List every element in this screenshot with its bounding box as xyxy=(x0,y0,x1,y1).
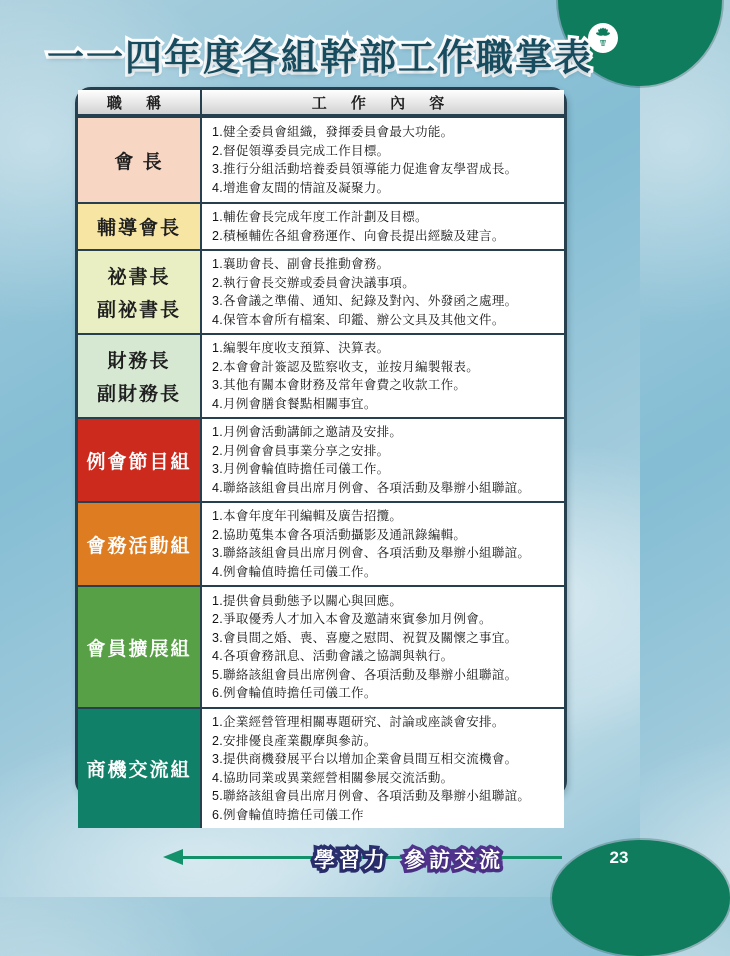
row-label xyxy=(78,118,202,202)
row-duties xyxy=(202,709,564,828)
page-title: 一一四年度各組幹部工作職掌表 xyxy=(0,27,640,81)
text-line: 會 長 xyxy=(114,147,163,174)
row-label xyxy=(78,251,202,333)
text-line: 3.提供商機發展平台以增加企業會員間互相交流機會。 xyxy=(212,750,556,769)
table-row-affairs-activity-group xyxy=(78,501,564,585)
row-duties xyxy=(202,587,564,707)
text-line: 4.各項會務訊息、活動會議之協調與執行。 xyxy=(212,647,556,666)
text-line: 2.月例會會員事業分享之安排。 xyxy=(212,442,556,461)
table-header-row xyxy=(78,90,564,116)
row-duties xyxy=(202,503,564,585)
text-line: 1.企業經營管理相關專題研究、討論或座談會安排。 xyxy=(212,713,556,732)
text-line: 4.協助同業或異業經營相關參展交流活動。 xyxy=(212,769,556,788)
text-line: 副祕書長 xyxy=(97,295,181,322)
text-line: 1.健全委員會組織，發揮委員會最大功能。 xyxy=(212,123,556,142)
text-line: 1.月例會活動講師之邀請及安排。 xyxy=(212,423,556,442)
text-line: 1.編製年度收支預算、決算表。 xyxy=(212,339,556,358)
table-row-meeting-program-group xyxy=(78,417,564,501)
text-line: 3.各會議之準備、通知、紀錄及對內、外發函之處理。 xyxy=(212,292,556,311)
left-arrow-icon xyxy=(163,849,183,865)
text-line: 4.月例會膳食餐點相關事宜。 xyxy=(212,395,556,414)
text-line: 會務活動組 xyxy=(86,531,191,558)
text-line: 3.其他有關本會財務及常年會費之收款工作。 xyxy=(212,376,556,395)
text-line: 2.協助蒐集本會各項活動攝影及通訊錄編輯。 xyxy=(212,526,556,545)
row-duties xyxy=(202,251,564,333)
header-duties: 工 作 內 容 xyxy=(202,90,564,114)
row-label xyxy=(78,335,202,417)
text-line: 4.聯絡該組會員出席月例會、各項活動及舉辦小組聯誼。 xyxy=(212,479,556,498)
text-line: 3.推行分組活動培養委員領導能力促進會友學習成長。 xyxy=(212,160,556,179)
table-row-treasurer xyxy=(78,333,564,417)
text-line: 1.提供會員動態予以關心與回應。 xyxy=(212,592,556,611)
row-label xyxy=(78,503,202,585)
row-label xyxy=(78,419,202,501)
row-label xyxy=(78,709,202,828)
table-row-business-exchange-group xyxy=(78,707,564,828)
table-row-advisory-president xyxy=(78,202,564,249)
text-line: 4.保管本會所有檔案、印鑑、辦公文具及其他文件。 xyxy=(212,311,556,330)
text-line: 財務長 xyxy=(107,346,170,373)
page-number: 23 xyxy=(604,848,634,868)
text-line: 5.聯絡該組會員出席例會、各項活動及舉辦小組聯誼。 xyxy=(212,666,556,685)
text-line: 6.例會輪值時擔任司儀工作 xyxy=(212,806,556,825)
text-line: 5.聯絡該組會員出席月例會、各項活動及舉辦小組聯誼。 xyxy=(212,787,556,806)
text-line: 2.本會會計簽認及監察收支，並按月編製報表。 xyxy=(212,358,556,377)
text-line: 會員擴展組 xyxy=(86,634,191,661)
text-line: 3.月例會輪值時擔任司儀工作。 xyxy=(212,460,556,479)
text-line: 3.會員間之婚、喪、喜慶之慰問、祝賀及關懷之事宜。 xyxy=(212,629,556,648)
text-line: 4.例會輪值時擔任司儀工作。 xyxy=(212,563,556,582)
text-line: 2.執行會長交辦或委員會決議事項。 xyxy=(212,274,556,293)
duty-table xyxy=(75,87,567,797)
text-line: 商機交流組 xyxy=(86,755,191,782)
text-line: 2.積極輔佐各組會務運作、向會長提出經驗及建言。 xyxy=(212,227,556,246)
table-row-member-expansion-group xyxy=(78,585,564,707)
text-line: 6.例會輪值時擔任司儀工作。 xyxy=(212,684,556,703)
text-line: 2.督促領導委員完成工作目標。 xyxy=(212,142,556,161)
text-line: 4.增進會友間的情誼及凝聚力。 xyxy=(212,179,556,198)
header-position: 職 稱 xyxy=(78,90,202,114)
row-label xyxy=(78,587,202,707)
text-line: 2.安排優良產業觀摩與參訪。 xyxy=(212,732,556,751)
text-line: 輔導會長 xyxy=(97,213,181,240)
text-line: 3.聯絡該組會員出席月例會、各項活動及舉辦小組聯誼。 xyxy=(212,544,556,563)
text-line: 副財務長 xyxy=(97,379,181,406)
text-line: 2.爭取優秀人才加入本會及邀請來賓參加月例會。 xyxy=(212,610,556,629)
row-duties xyxy=(202,118,564,202)
text-line: 1.襄助會長、副會長推動會務。 xyxy=(212,255,556,274)
footer-tag-learning: 學習力 xyxy=(314,844,389,874)
row-duties xyxy=(202,335,564,417)
footer-tag-visit-exchange: 參訪交流 xyxy=(404,844,504,874)
row-duties xyxy=(202,419,564,501)
table-row-president xyxy=(78,116,564,202)
row-label xyxy=(78,204,202,249)
text-line: 1.輔佐會長完成年度工作計劃及目標。 xyxy=(212,208,556,227)
text-line: 例會節目組 xyxy=(86,447,191,474)
text-line: 祕書長 xyxy=(107,262,170,289)
text-line: 1.本會年度年刊編輯及廣告招攬。 xyxy=(212,507,556,526)
bottom-right-corner-decoration xyxy=(552,840,730,956)
table-row-secretary-general xyxy=(78,249,564,333)
row-duties xyxy=(202,204,564,249)
